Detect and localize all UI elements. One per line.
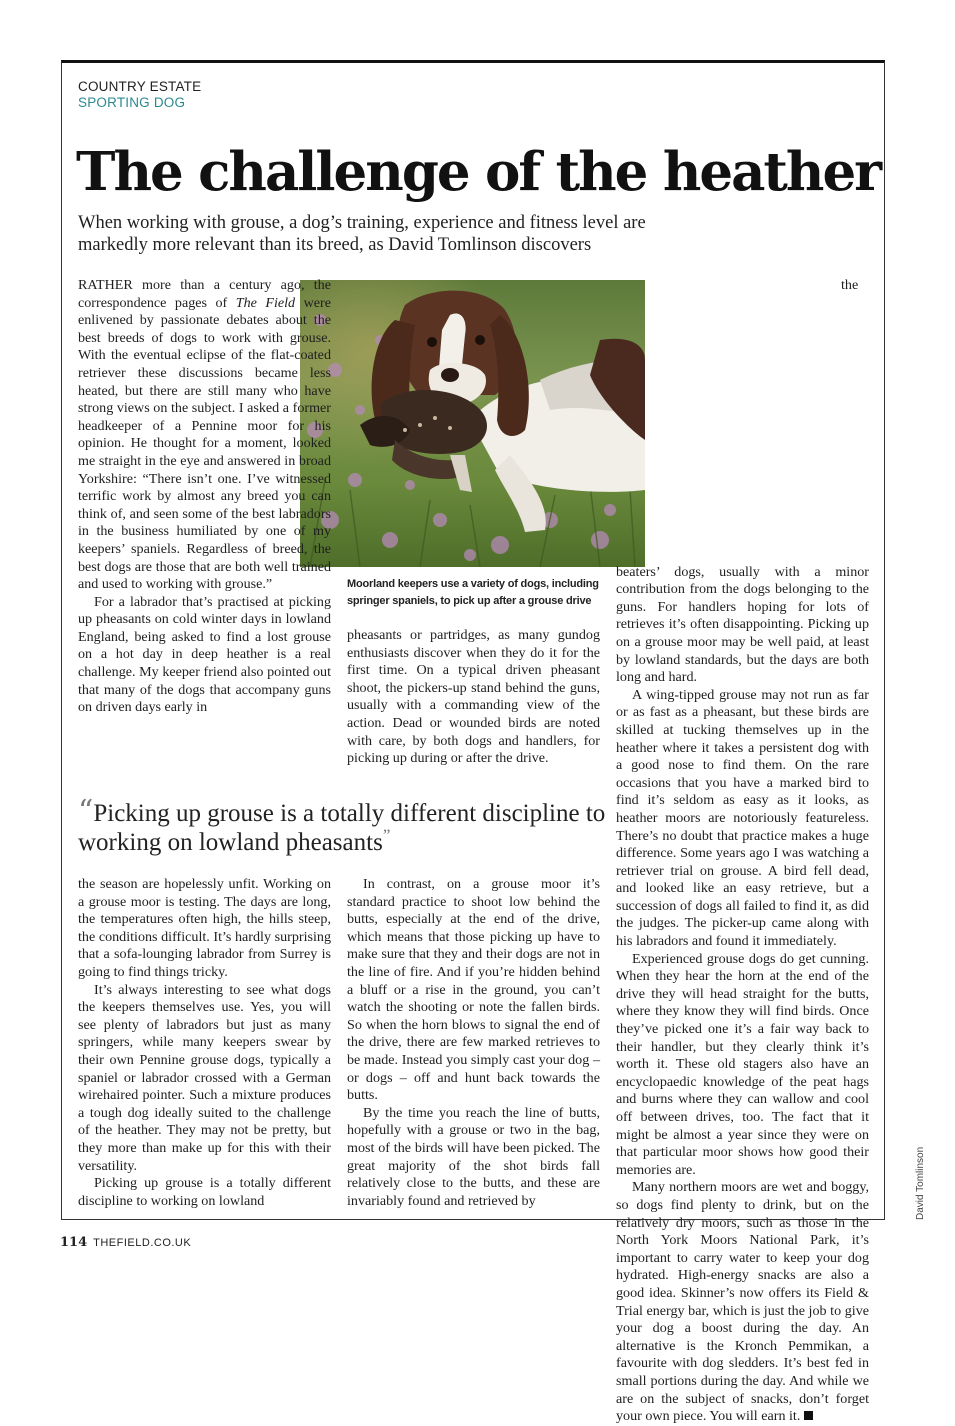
column-1-bottom: [78, 876, 331, 1210]
paragraph: the season are hopelessly unfit. Working on a grouse moor is testing. The days are long, the temperatures often high, the hills steep, the conditions difficult. It’s hardly surprising that a sofa-lounging labrador from Surrey is going to find things tricky.: [78, 876, 331, 980]
final-text: Many northern moors are wet and boggy, so dogs find plenty to drink, but on the relatively dry moors, such as those in the North York Moors National Park, it’s important to carry water to keep your dog hydrated. High-energy snacks are also a good idea. Skinner’s now offers its Field & Trial energy bar, which is just the job to give your dog a boost during the day. An alternative is the Kronch Pemmikan, a favourite with dog sledders. It’s best fed in small portions during the day. And while we are on the subject of snacks, don’t forget your own piece. You will earn it.: [616, 1179, 869, 1425]
publication-name: The Field: [235, 294, 296, 311]
pull-quote-text: Picking up grouse is a totally different discipline to working on lowland pheasants: [78, 800, 606, 856]
photo-credit: [915, 1145, 927, 1225]
column-3: [616, 277, 869, 1426]
folio: [60, 1235, 191, 1250]
paragraph-final: [616, 1179, 869, 1425]
paragraph: Experienced grouse dogs do get cunning. When they hear the horn at the end of the drive they will head straight for the butts, where they know they will find birds. Once they’ve picked one it’s a fair way back to their handler, but they clearly think it’s worth it. These old stagers also have an encyclopaedic knowledge of the peat hags and burns where they can wallow and cool off between drives, too. The fact that it might be almost a year since they were on that particular moor shows how good their memories are.: [616, 950, 869, 1178]
paragraph: In contrast, on a grouse moor it’s standard practice to shoot low behind the butts, especially at the end of the drive, which means that those picking up have to make sure that they and their dogs are not in the line of fire. And if you’re hidden behind a bluff or a rise in the ground, you can’t watch the shooting or note the fallen birds. So when the horn blows to signal the end of the drive, there are few marked retrieves to be made. Instead you simply cast your dog – or dogs – off and hunt back towards the butts.: [347, 876, 600, 1104]
pull-quote: [78, 794, 608, 857]
photo-credit-text: David Tomlinson: [915, 1146, 926, 1220]
section-label: [78, 79, 201, 111]
photo-springer-spaniel-with-grouse: [300, 280, 645, 567]
open-quote-icon: “: [78, 794, 94, 829]
page-number: 114: [60, 1235, 88, 1250]
paragraph-intro: [78, 277, 331, 594]
paragraph: the beaters’ dogs, usually with a minor contribution from the dogs belonging to the guns. For handlers hoping for lots of retrieves it’s often disappointing. Picking up on a grouse moor may be well paid, at least by lowland standards, but the days are both long and hard.: [616, 277, 869, 686]
headline: The challenge of the heather: [76, 141, 881, 203]
column-1-top: [78, 277, 331, 717]
paragraph: A wing-tipped grouse may not run as far or as fast as a pheasant, but these birds are skilled at tucking themselves up in the heather where it takes a persistent dog with a good nose to find them. On the rare occasions that you have a marked bird to find it’s seldom as easy as it looks, as heather moors are notoriously featureless. There’s no doubt that practice makes a huge difference. Some years ago I was watching a retriever trial on grouse. A bird fell dead, and looked like an easy retrieve, but a succession of dogs all failed to find it, as did the judges. The picker-up came along with his labradors and found it immediately.: [616, 686, 869, 950]
column-2-bottom: [347, 876, 600, 1210]
paragraph: Picking up grouse is a totally different discipline to working on lowland: [78, 1175, 331, 1209]
close-quote-icon: ”: [382, 825, 391, 845]
paragraph: By the time you reach the line of butts, hopefully with a grouse or two in the bag, most of the birds will have been picked. The great majority of the shot birds fall relatively close to the butts, and these are invariably found and retrieved by: [347, 1104, 600, 1209]
intro-text-start: RATHER more than a century ago, the correspondence pages of: [78, 277, 331, 311]
paragraph: It’s always interesting to see what dogs the keepers themselves use. Yes, you will see plenty of labradors but just as many springers, while many keepers swear by their own Pennine grouse dogs, typically a spaniel or labrador crossed with a German wirehaired pointer. Such a mixture produces a tough dog ideally suited to the challenge of the heather. They may not be pretty, but they more than make up for this with their versatility.: [78, 981, 331, 1174]
photo-caption: Moorland keepers use a variety of dogs, including springer spaniels, to pick up after a grouse drive: [347, 578, 599, 607]
photo-illustration: [300, 280, 645, 567]
section-primary: COUNTRY ESTATE: [78, 79, 202, 94]
paragraph: For a labrador that’s practised at picking up pheasants on cold winter days in lowland England, being asked to find a lost grouse on a hot day in deep heather is a real challenge. My keeper friend also pointed out that many of the dogs that accompany guns on driven days early in: [78, 593, 331, 716]
end-mark-icon: [804, 1411, 813, 1420]
site-url[interactable]: THEFIELD.CO.UK: [93, 1237, 192, 1249]
section-secondary: SPORTING DOG: [78, 95, 186, 110]
intro-text-end: were enlivened by passionate debates about the best breeds of dogs to work with grouse. With the eventual eclipse of the flat-coated retriever these discussions became less heated, but there are still many who have strong views on the subject. I asked a former headkeeper of a Pennine moor for his opinion. He thought for a moment, looked me straight in the eye and answered in broad Yorkshire: “There isn’t one. I’ve witnessed terrific work by almost any breed you can think of, and seen some of the best labradors in the business humiliated by one of my keepers’ spaniels. Regardless of breed, the best dogs are those that are both well trained and used to working with grouse.”: [78, 294, 331, 593]
paragraph: pheasants or partridges, as many gundog enthusiasts discover when they do it for the first time. On a typical driven pheasant shoot, the pickers-up stand behind the guns, usually with a commanding view of the action. Dead or wounded birds are noted with care, by both dogs and handlers, for picking up during or after the drive.: [347, 627, 600, 767]
column-2-top: [347, 627, 600, 768]
standfirst: When working with grouse, a dog’s training, experience and fitness level are markedly more relevant than its breed, as David Tomlinson discovers: [78, 213, 646, 255]
